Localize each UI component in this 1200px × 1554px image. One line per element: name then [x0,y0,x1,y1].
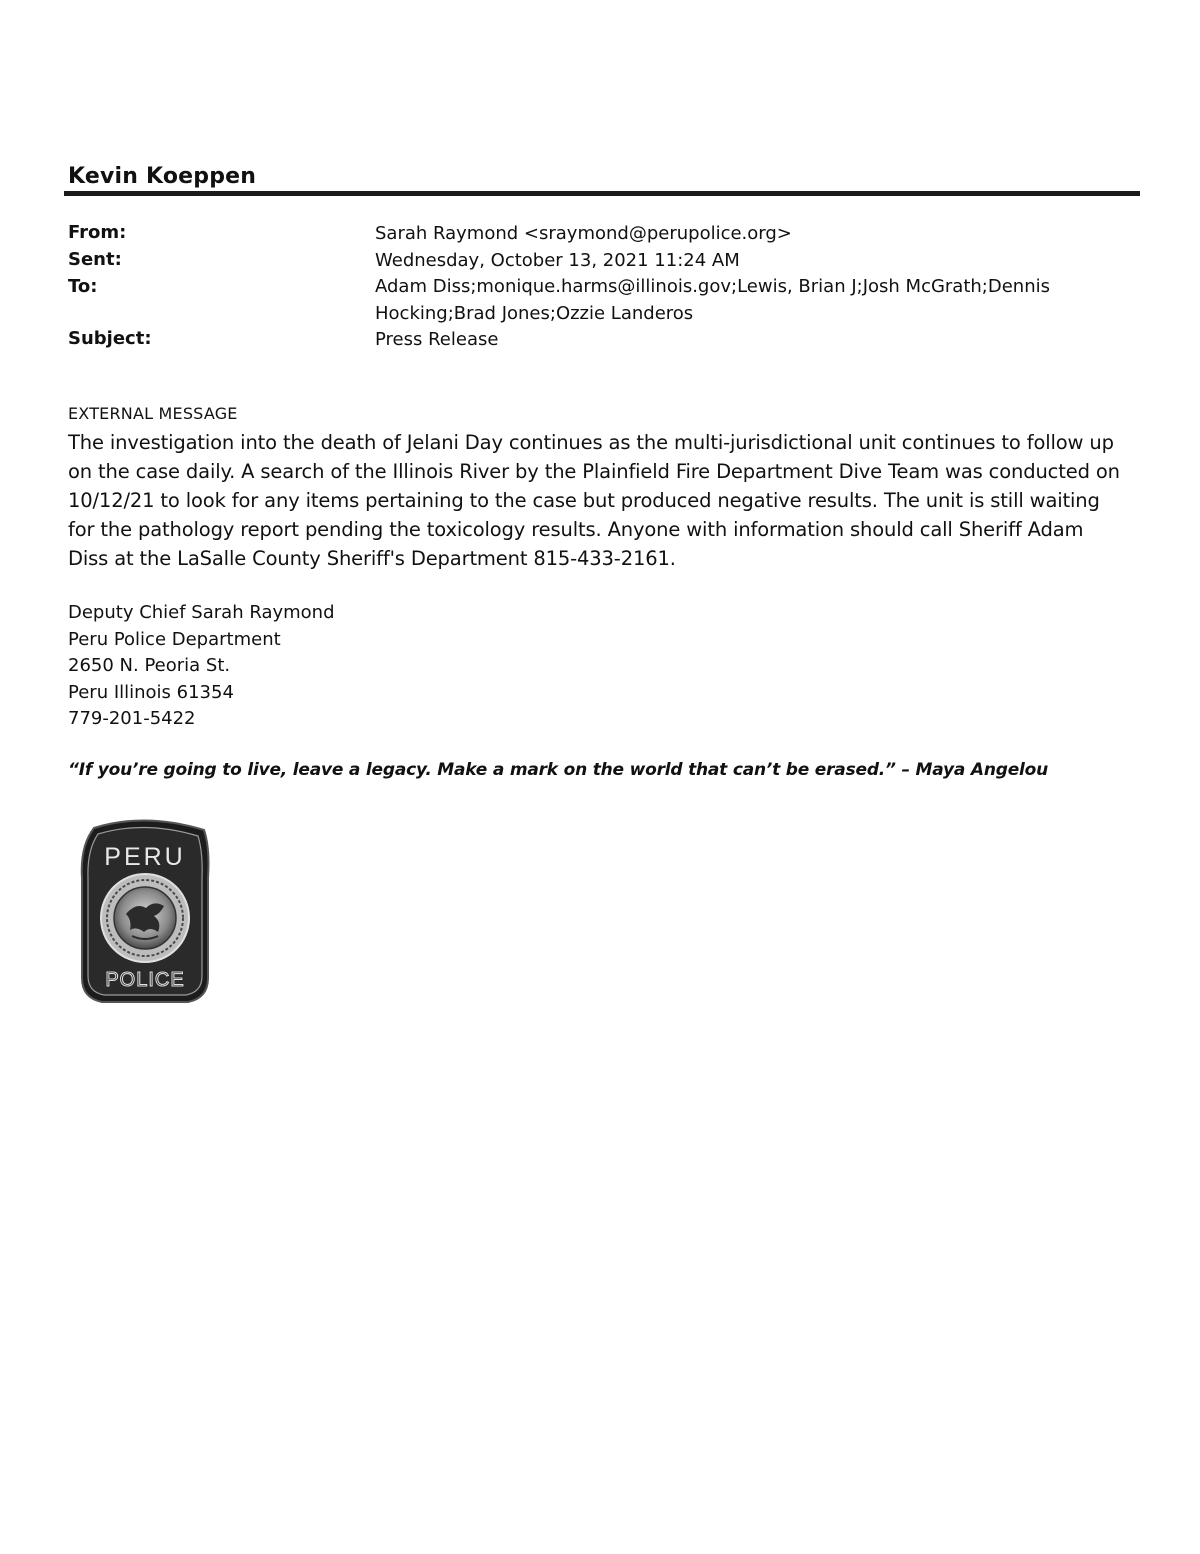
document-owner-name: Kevin Koeppen [68,164,257,189]
signature-department: Peru Police Department [68,628,281,650]
sent-label: Sent: [68,249,122,270]
peru-police-badge-logo [76,818,214,1010]
message-body-line: on the case daily. A search of the Illinois River by the Plainfield Fire Department Dive Team was conducted on [68,460,1120,483]
badge-bottom-text: POLICE [105,969,185,991]
to-label: To: [68,276,98,297]
message-body [68,428,1132,573]
from-value: Sarah Raymond <sraymond@perupolice.org> [375,223,792,244]
message-body-line: 10/12/21 to look for any items pertaining to the case but produced negative results. The unit is still waiting [68,489,1100,512]
subject-value: Press Release [375,329,499,350]
subject-label: Subject: [68,328,152,349]
signature-phone: 779-201-5422 [68,708,196,729]
message-body-line: for the pathology report pending the toxicology results. Anyone with information should call Sheriff Adam [68,518,1084,541]
signature-quote: “If you’re going to live, leave a legacy. Make a mark on the world that can’t be erased.” – Maya Angelou [68,760,1049,780]
signature-street: 2650 N. Peoria St. [68,655,231,676]
to-value-line-2: Hocking;Brad Jones;Ozzie Landeros [375,303,694,324]
message-body-line: Diss at the LaSalle County Sheriff's Department 815-433-2161. [68,547,676,570]
sent-value: Wednesday, October 13, 2021 11:24 AM [375,250,740,271]
signature-block [68,600,335,733]
to-value-line-1: Adam Diss;monique.harms@illinois.gov;Lewis, Brian J;Josh McGrath;Dennis [375,276,1050,297]
message-body-line: The investigation into the death of Jelani Day continues as the multi-jurisdictional unit continues to follow up [68,431,1114,454]
badge-icon [76,818,214,1010]
header-divider [64,191,1140,196]
badge-top-text: PERU [104,843,186,871]
external-message-label: EXTERNAL MESSAGE [68,404,238,423]
signature-city: Peru Illinois 61354 [68,681,234,703]
from-label: From: [68,222,127,243]
to-value [375,273,1075,327]
signature-name: Deputy Chief Sarah Raymond [68,602,335,623]
